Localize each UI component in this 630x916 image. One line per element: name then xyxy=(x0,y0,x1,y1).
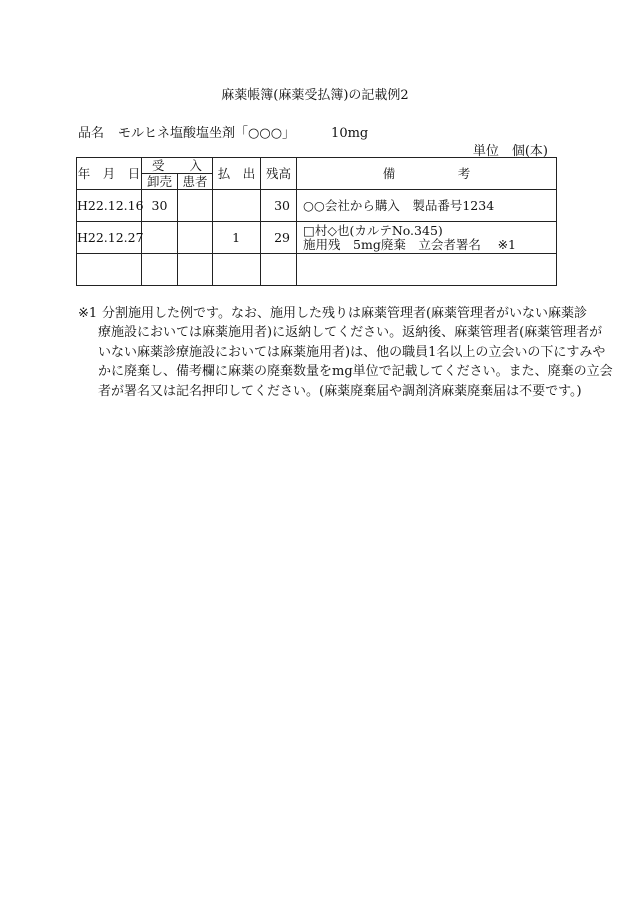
remarks-line: □村◇也(カルテNo.345) xyxy=(303,222,443,238)
cell-remarks xyxy=(297,254,557,286)
cell-balance: 29 xyxy=(261,222,297,254)
header-patient: 患者 xyxy=(178,174,213,190)
table-row xyxy=(77,254,557,286)
header-receive: 受 入 xyxy=(142,158,213,174)
cell-date xyxy=(77,254,142,286)
product-label: 品名 xyxy=(78,126,105,141)
header-remarks: 備 考 xyxy=(297,158,557,190)
header-date: 年 月 日 xyxy=(77,158,142,190)
footnote xyxy=(78,304,613,401)
cell-balance xyxy=(261,254,297,286)
cell-patient xyxy=(178,254,213,286)
table-row xyxy=(77,222,557,254)
unit-label: 単位 個(本) xyxy=(472,144,548,159)
header-dispense: 払 出 xyxy=(213,158,261,190)
cell-patient xyxy=(178,190,213,222)
cell-dispense: 1 xyxy=(213,222,261,254)
product-name: モルヒネ塩酸塩坐剤「○○○」 xyxy=(118,126,296,141)
ledger-table xyxy=(76,157,557,286)
cell-wholesale xyxy=(142,254,178,286)
cell-remarks xyxy=(297,222,557,254)
cell-patient xyxy=(178,222,213,254)
cell-wholesale xyxy=(142,222,178,254)
header-wholesale: 卸売 xyxy=(142,174,178,190)
cell-wholesale: 30 xyxy=(142,190,178,222)
cell-dispense xyxy=(213,190,261,222)
header-balance: 残高 xyxy=(261,158,297,190)
cell-date: H22.12.16 xyxy=(77,190,142,222)
cell-balance: 30 xyxy=(261,190,297,222)
footnote-line: かに廃棄し、備考欄に麻薬の廃棄数量をmg単位で記載してください。また、廃棄の立会 xyxy=(98,364,613,380)
table-row xyxy=(77,190,557,222)
footnote-line: 療施設においては麻薬施用者)に返納してください。返納後、麻薬管理者(麻薬管理者が xyxy=(98,325,603,341)
remarks-line: ○○会社から購入 製品番号1234 xyxy=(303,197,495,213)
footnote-line: 分割施用した例です。なお、施用した残りは麻薬管理者(麻薬管理者がいない麻薬診 xyxy=(102,306,588,321)
note-reference: ※1 xyxy=(497,236,516,252)
document-title: 麻薬帳簿(麻薬受払簿)の記載例2 xyxy=(221,88,409,103)
cell-remarks xyxy=(297,190,557,222)
cell-date: H22.12.27 xyxy=(77,222,142,254)
cell-dispense xyxy=(213,254,261,286)
footnote-mark: ※1 xyxy=(78,306,98,321)
footnote-line: 者が署名又は記名押印してください。(麻薬廃棄届や調剤済麻薬廃棄届は不要です。) xyxy=(98,383,582,399)
remarks-line: 施用残 5mg廃棄 立会者署名 xyxy=(303,236,481,252)
product-line xyxy=(78,122,368,141)
footnote-line: いない麻薬診療施設においては麻薬施用者)は、他の職員1名以上の立会いの下にすみや xyxy=(98,344,606,360)
product-strength: 10mg xyxy=(331,126,369,141)
